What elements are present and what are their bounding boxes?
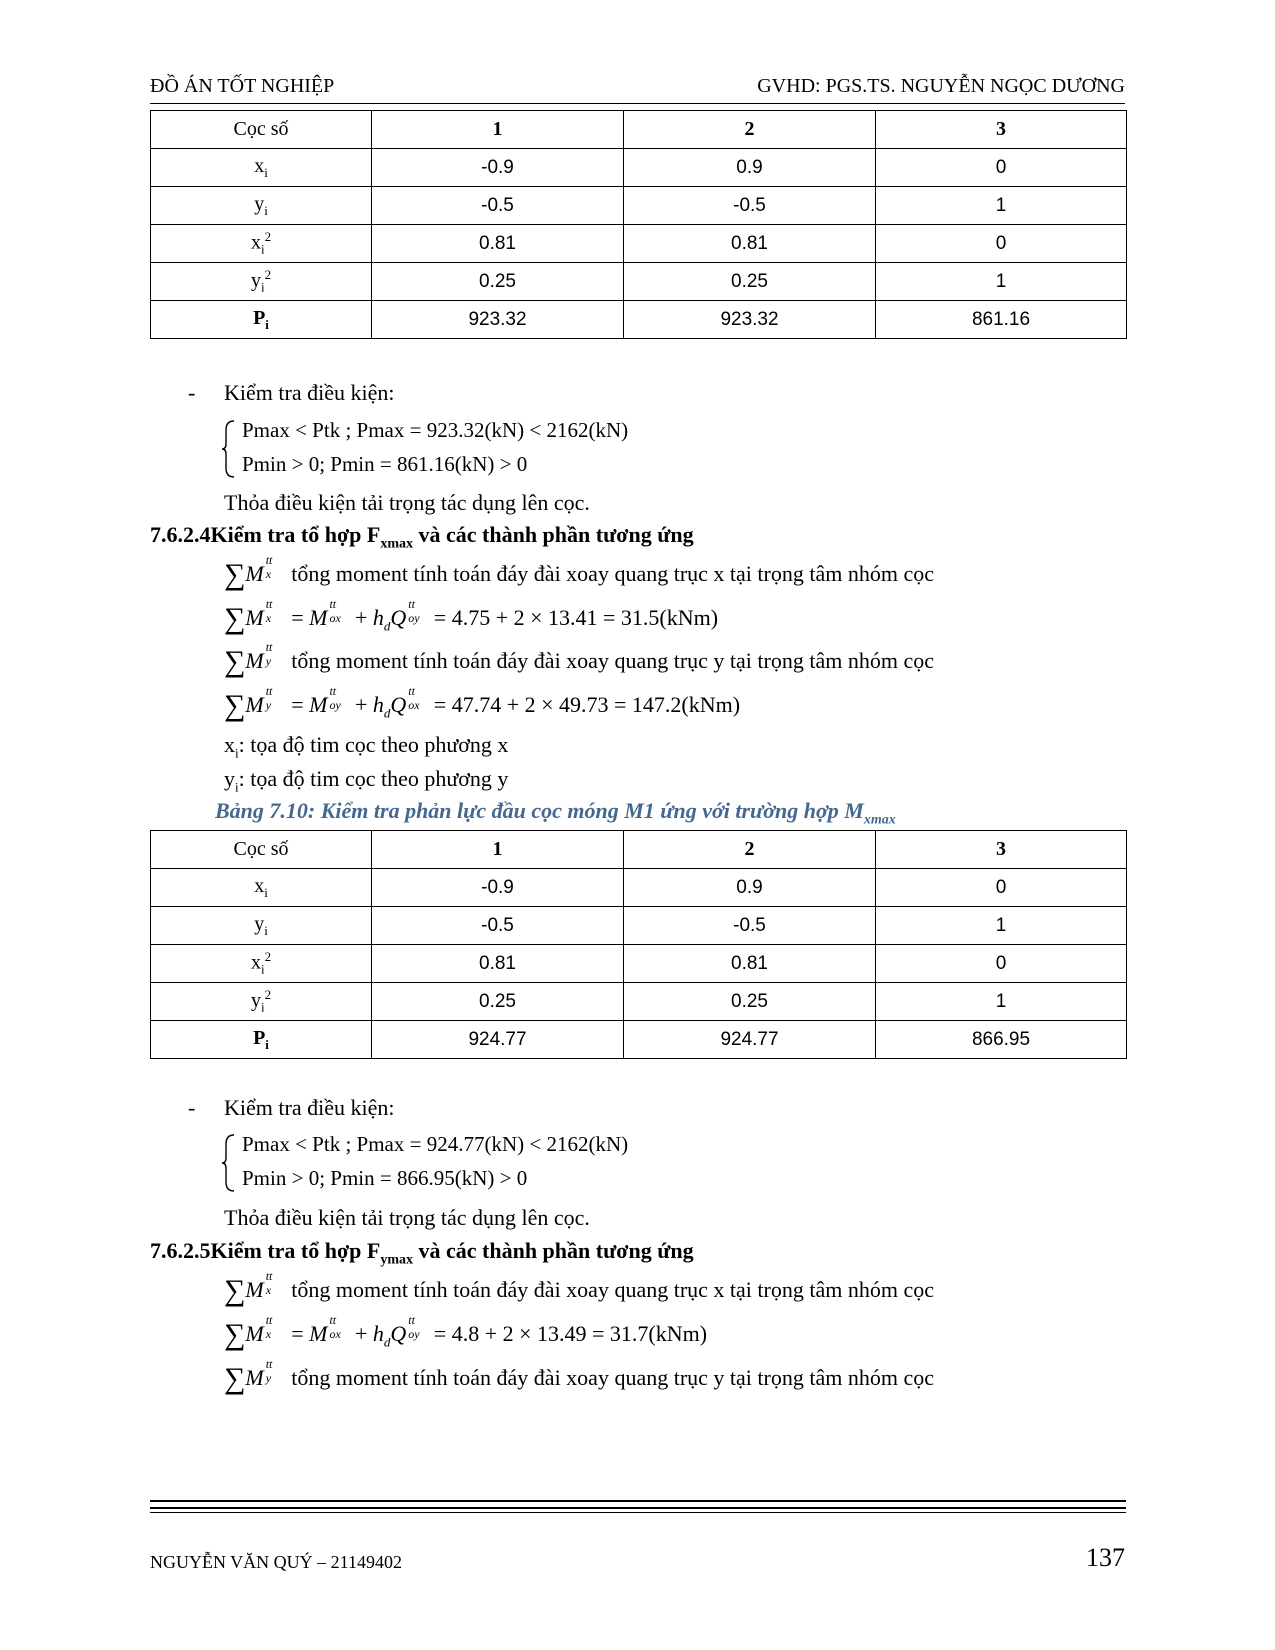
mx-equation: ∑M tt x = M tt ox + $h_dQ$ tt oy = 4.8 + 2 × 13.49 = 31.7(kNm): [224, 1313, 708, 1351]
header-title: ĐỒ ÁN TỐT NGHIỆP: [150, 75, 335, 97]
row-label: $x_i$: [151, 149, 372, 187]
table-header-cell: Cọc số: [151, 111, 372, 149]
table-cell: 1: [876, 983, 1127, 1021]
table-cell: 0: [876, 149, 1127, 187]
footer-divider: [150, 1500, 1126, 1502]
table-row: [151, 263, 1127, 301]
table-cell: 0.9: [624, 869, 876, 907]
table-cell: 924.77: [624, 1021, 876, 1059]
section-heading-7-6-2-5: 7.6.2.5Kiểm tra tổ hợp $F_{ymax}$ và các thành phần tương ứng: [150, 1238, 694, 1268]
check-result: Thỏa điều kiện tải trọng tác dụng lên cọc.: [224, 490, 590, 515]
bullet-dash: -: [188, 380, 196, 405]
row-label: $x_i^2$: [151, 945, 372, 983]
table-cell: 0.25: [624, 983, 876, 1021]
table-header-row: [151, 831, 1127, 869]
table-cell: 0.81: [624, 225, 876, 263]
table-cell: 0.81: [372, 945, 624, 983]
my-definition: ∑M tt y tổng moment tính toán đáy đài xoay quang trục y tại trọng tâm nhóm cọc: [224, 1357, 934, 1395]
table-header-cell: 3: [876, 831, 1127, 869]
table-header-cell: Cọc số: [151, 831, 372, 869]
my-equation: ∑M tt y = M tt oy + $h_dQ$ tt ox = 47.74 + 2 × 49.73 = 147.2(kNm): [224, 684, 741, 722]
table-cell: 0.25: [372, 263, 624, 301]
mx-equation: ∑M tt x = M tt ox + $h_dQ$ tt oy = 4.75 + 2 × 13.41 = 31.5(kNm): [224, 597, 719, 635]
my-definition: ∑M tt y tổng moment tính toán đáy đài xoay quang trục y tại trọng tâm nhóm cọc: [224, 640, 934, 678]
table-row: [151, 1021, 1127, 1059]
pile-reaction-table-1: [150, 110, 1127, 339]
footer-author: NGUYỄN VĂN QUÝ – 21149402: [150, 1552, 402, 1572]
table-cell: 1: [876, 263, 1127, 301]
left-brace-icon: [222, 1134, 236, 1192]
yi-description: $y_i$: tọa độ tim cọc theo phương y: [224, 766, 509, 795]
check-title: Kiểm tra điều kiện:: [224, 380, 395, 405]
table-header-cell: 2: [624, 831, 876, 869]
table-cell: 0.9: [624, 149, 876, 187]
table-header-cell: 2: [624, 111, 876, 149]
row-label: $P_i$: [151, 1021, 372, 1059]
condition-line-2: Pmin > 0; Pmin = 861.16(kN) > 0: [242, 452, 528, 476]
table-cell: 923.32: [624, 301, 876, 339]
table-cell: 924.77: [372, 1021, 624, 1059]
row-label: $x_i^2$: [151, 225, 372, 263]
table-row: [151, 945, 1127, 983]
xi-description: $x_i$: tọa độ tim cọc theo phương x: [224, 732, 509, 761]
table-caption: Bảng 7.10: Kiểm tra phản lực đầu cọc móng M1 ứng với trường hợp $M_{xmax}$: [215, 798, 896, 828]
table-cell: 0.81: [624, 945, 876, 983]
table-row: [151, 149, 1127, 187]
header-divider: [150, 103, 1125, 104]
table-header-cell: 3: [876, 111, 1127, 149]
table-row: [151, 983, 1127, 1021]
row-label: $y_i^2$: [151, 983, 372, 1021]
table-cell: -0.5: [372, 907, 624, 945]
section-heading-7-6-2-4: 7.6.2.4Kiểm tra tổ hợp $F_{xmax}$ và các thành phần tương ứng: [150, 522, 694, 552]
row-label: $y_i$: [151, 907, 372, 945]
table-row: [151, 187, 1127, 225]
check-title: Kiểm tra điều kiện:: [224, 1095, 395, 1120]
table-cell: 0.81: [372, 225, 624, 263]
row-label: $P_i$: [151, 301, 372, 339]
footer-divider: [150, 1507, 1126, 1509]
table-cell: 1: [876, 907, 1127, 945]
pile-reaction-table-2: [150, 830, 1127, 1059]
table-cell: 0: [876, 945, 1127, 983]
footer-divider: [150, 1512, 1126, 1513]
table-cell: -0.9: [372, 869, 624, 907]
table-cell: -0.5: [372, 187, 624, 225]
table-cell: 866.95: [876, 1021, 1127, 1059]
page-number: 137: [1086, 1543, 1125, 1572]
table-row: [151, 869, 1127, 907]
condition-line-1: Pmax < Ptk ; Pmax = 923.32(kN) < 2162(kN): [242, 418, 629, 442]
table-cell: 0.25: [372, 983, 624, 1021]
condition-line-1: Pmax < Ptk ; Pmax = 924.77(kN) < 2162(kN): [242, 1132, 629, 1156]
row-label: $x_i$: [151, 869, 372, 907]
table-row: [151, 225, 1127, 263]
table-cell: 0.25: [624, 263, 876, 301]
condition-line-2: Pmin > 0; Pmin = 866.95(kN) > 0: [242, 1166, 528, 1190]
table-cell: 0: [876, 869, 1127, 907]
table-header-cell: 1: [372, 111, 624, 149]
row-label: $y_i^2$: [151, 263, 372, 301]
bullet-dash: -: [188, 1095, 196, 1120]
table-cell: 861.16: [876, 301, 1127, 339]
table-row: [151, 907, 1127, 945]
table-row: [151, 301, 1127, 339]
table-header-row: [151, 111, 1127, 149]
table-cell: -0.5: [624, 907, 876, 945]
table-cell: 923.32: [372, 301, 624, 339]
row-label: $y_i$: [151, 187, 372, 225]
table-cell: -0.9: [372, 149, 624, 187]
table-header-cell: 1: [372, 831, 624, 869]
mx-definition: ∑M tt x tổng moment tính toán đáy đài xoay quang trục x tại trọng tâm nhóm cọc: [224, 1269, 934, 1307]
check-result: Thỏa điều kiện tải trọng tác dụng lên cọc.: [224, 1205, 590, 1230]
table-cell: 1: [876, 187, 1127, 225]
table-cell: -0.5: [624, 187, 876, 225]
table-cell: 0: [876, 225, 1127, 263]
header-advisor: GVHD: PGS.TS. NGUYỄN NGỌC DƯƠNG: [757, 75, 1125, 97]
left-brace-icon: [222, 420, 236, 478]
mx-definition: ∑M tt x tổng moment tính toán đáy đài xoay quang trục x tại trọng tâm nhóm cọc: [224, 553, 934, 591]
